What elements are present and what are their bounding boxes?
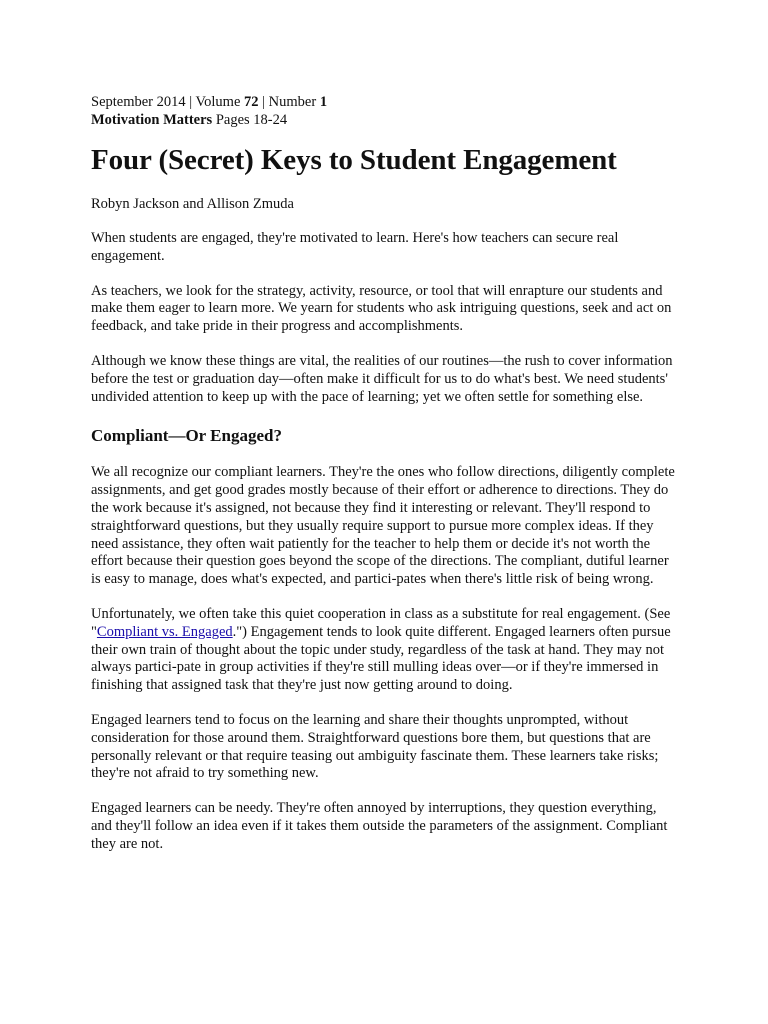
article-page bbox=[91, 93, 681, 854]
body-paragraph: We all recognize our compliant learners. They're the ones who follow directions, diligently complete assignments, and get good grades mostly because of their effort or adherence to directions. They do the work because it's assigned, not because they find it interesting or relevant. They'll respond to straightforward questions, but they usually require support to pursue more complex ideas. If they need assistance, they often wait patiently for the teacher to help them or decide it's not worth the effort because their question goes beyond the scope of the directions. The compliant, dutiful learner is easy to manage, does what's expected, and partici-pates when there's little risk of being wrong. bbox=[91, 464, 675, 588]
body-paragraph: Engaged learners tend to focus on the learning and share their thoughts unprompted, without consideration for those around them. Straightforward questions bore them, but questions that are personally relevant or that require teasing out ambiguity fascinate them. These learners take risks; they're not afraid to try something new. bbox=[91, 711, 659, 782]
section-heading: Compliant—Or Engaged? bbox=[91, 426, 282, 446]
issue-date: September 2014 bbox=[91, 94, 186, 110]
issue-info bbox=[91, 93, 681, 111]
link-lead-text: Unfortunately, we often take this quiet cooperation in class as a substitute for real engagement. (See " bbox=[91, 605, 671, 640]
issue-number: 1 bbox=[319, 94, 328, 110]
column-name: Motivation Matters bbox=[91, 112, 213, 128]
compliant-vs-engaged-link[interactable]: Compliant vs. Engaged bbox=[96, 623, 233, 640]
issue-separator: | Volume bbox=[185, 94, 245, 110]
article-authors: Robyn Jackson and Allison Zmuda bbox=[91, 196, 294, 212]
page-range: Pages 18-24 bbox=[212, 112, 288, 128]
body-paragraph: As teachers, we look for the strategy, activity, resource, or tool that will enrapture our students and make them eager to learn more. We yearn for students who ask intriguing questions, seek and act on feedback, and take pride in their progress and accomplishments. bbox=[91, 282, 672, 335]
body-paragraph-with-link bbox=[91, 606, 681, 695]
article-title: Four (Secret) Keys to Student Engagement bbox=[91, 144, 617, 176]
link-trail-text: .") Engagement tends to look quite different. Engaged learners often pursue their own train of thought about the topic under study, regardless of the task at hand. They may not always partici-pate in group activities if they're still mulling ideas over—or if they're immersed in finishing that assigned task that they're just now getting around to doing. bbox=[91, 623, 671, 694]
intro-paragraph: When students are engaged, they're motivated to learn. Here's how teachers can secure real engagement. bbox=[91, 230, 619, 264]
issue-volume: 72 bbox=[244, 94, 259, 110]
body-paragraph: Although we know these things are vital, the realities of our routines—the rush to cover information before the test or graduation day—often make it difficult for us to do what's best. We need students' undivided attention to keep up with the pace of learning; yet we often settle for something else. bbox=[91, 352, 673, 405]
body-paragraph: Engaged learners can be needy. They're often annoyed by interruptions, they question everything, and they'll follow an idea even if it takes them outside the parameters of the assignment. Compliant they are not. bbox=[91, 800, 668, 852]
column-info bbox=[91, 111, 681, 129]
issue-separator: | Number bbox=[258, 94, 320, 110]
